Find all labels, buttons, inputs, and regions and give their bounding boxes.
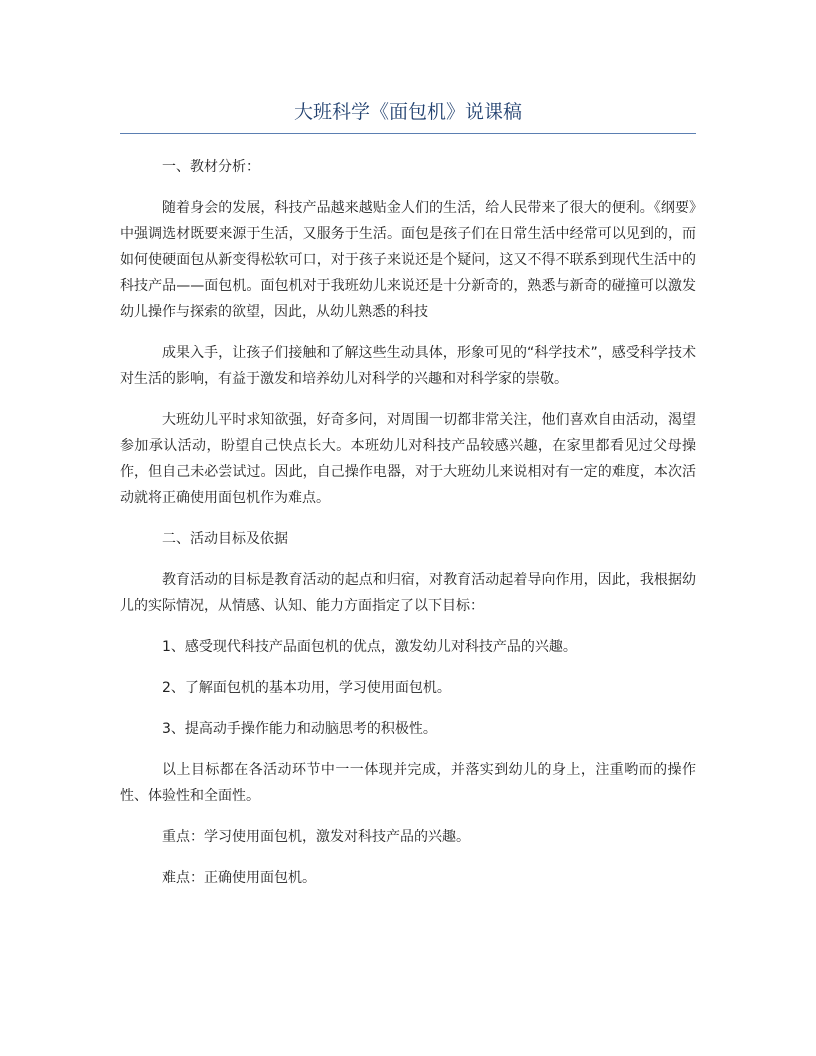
section-heading-1: 一、教材分析： (162, 159, 260, 175)
paragraph-3: 大班幼儿平时求知欲强，好奇多问，对周围一切都非常关注，他们喜欢自由活动，渴望参加承认活动，盼望自己快点长大。本班幼儿对科技产品较感兴趣，在家里都看见过父母操作，但自己未必尝试过。因此，自己操作电器，对于大班幼儿来说相对有一定的难度，本次活动就将正确使用面包机作为难点。 (120, 412, 696, 506)
paragraph-4: 教育活动的目标是教育活动的起点和归宿，对教育活动起着导向作用，因此，我根据幼儿的实际情况，从情感、认知、能力方面指定了以下目标： (120, 572, 696, 614)
goal-item-3: 3、提高动手操作能力和动脑思考的积极性。 (162, 721, 437, 737)
paragraph-1: 随着身会的发展，科技产品越来越贴金人们的生活，给人民带来了很大的便利。《纲要》中强调选材既要来源于生活，又服务于生活。面包是孩子们在日常生活中经常可以见到的，而如何使硬面包从新变得松软可口，对于孩子来说还是个疑问，这又不得不联系到现代生活中的科技产品——面包机。面包机对于我班幼儿来说还是十分新奇的，熟悉与新奇的碰撞可以激发幼儿操作与探索的欲望，因此，从幼儿熟悉的科技 (120, 200, 696, 320)
paragraph-2: 成果入手，让孩子们接触和了解这些生动具体，形象可见的“科学技术”，感受科学技术对生活的影响，有益于激发和培养幼儿对科学的兴趣和对科学家的崇敬。 (120, 345, 696, 387)
goal-item-2: 2、了解面包机的基本功用，学习使用面包机。 (162, 680, 451, 696)
key-point: 重点：学习使用面包机，激发对科技产品的兴趣。 (162, 829, 470, 845)
document-body (120, 154, 696, 891)
paragraph-5: 以上目标都在各活动环节中一一体现并完成，并落实到幼儿的身上，注重哟而的操作性、体验性和全面性。 (120, 762, 696, 804)
goal-item-1: 1、感受现代科技产品面包机的优点，激发幼儿对科技产品的兴趣。 (162, 639, 577, 655)
title-underline (120, 133, 696, 134)
difficult-point: 难点：正确使用面包机。 (162, 870, 316, 886)
section-heading-2: 二、活动目标及依据 (162, 531, 288, 547)
document-title: 大班科学《面包机》说课稿 (293, 101, 522, 123)
